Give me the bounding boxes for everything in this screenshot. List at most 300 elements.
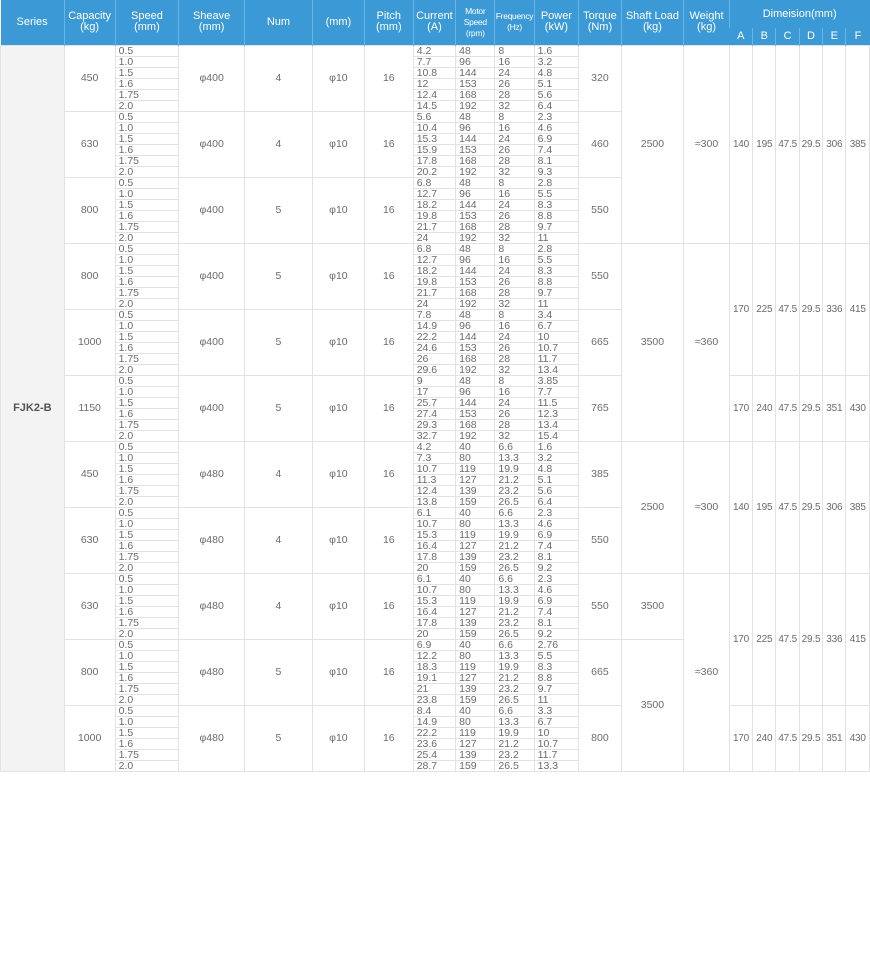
frequency-cell: 6.6 <box>495 441 534 452</box>
power-cell: 13.4 <box>534 364 579 375</box>
power-cell: 2.3 <box>534 111 579 122</box>
current-cell: 17.8 <box>413 617 455 628</box>
frequency-cell: 24 <box>495 265 534 276</box>
power-cell: 3.4 <box>534 309 579 320</box>
frequency-cell: 26.5 <box>495 760 534 771</box>
current-cell: 19.8 <box>413 276 455 287</box>
power-cell: 12.3 <box>534 408 579 419</box>
power-cell: 3.2 <box>534 56 579 67</box>
power-cell: 13.3 <box>534 760 579 771</box>
dimension-e-cell: 351 <box>823 375 846 441</box>
power-cell: 8.1 <box>534 551 579 562</box>
frequency-cell: 32 <box>495 166 534 177</box>
num-cell: 4 <box>245 573 313 639</box>
dimension-b-cell: 195 <box>753 441 776 573</box>
frequency-cell: 24 <box>495 331 534 342</box>
capacity-cell: 450 <box>64 45 115 111</box>
sheave-cell: φ400 <box>179 111 245 177</box>
current-cell: 24 <box>413 232 455 243</box>
speed-cell: 0.5 <box>115 705 179 716</box>
speed-cell: 0.5 <box>115 45 179 56</box>
motor-speed-cell: 159 <box>456 628 495 639</box>
motor-speed-cell: 96 <box>456 320 495 331</box>
pitch-cell: 16 <box>364 111 413 177</box>
power-cell: 1.6 <box>534 45 579 56</box>
frequency-cell: 19.9 <box>495 595 534 606</box>
current-cell: 22.2 <box>413 727 455 738</box>
sheave-cell: φ480 <box>179 507 245 573</box>
power-cell: 11.7 <box>534 749 579 760</box>
motor-speed-cell: 168 <box>456 221 495 232</box>
motor-speed-cell: 144 <box>456 133 495 144</box>
current-cell: 15.9 <box>413 144 455 155</box>
frequency-cell: 28 <box>495 155 534 166</box>
torque-cell: 550 <box>579 507 621 573</box>
motor-speed-cell: 153 <box>456 408 495 419</box>
speed-cell: 0.5 <box>115 639 179 650</box>
pitch-cell: 16 <box>364 639 413 705</box>
frequency-cell: 16 <box>495 122 534 133</box>
pitch-cell: 16 <box>364 573 413 639</box>
speed-cell: 2.0 <box>115 562 179 573</box>
power-cell: 3.85 <box>534 375 579 386</box>
dimension-d-cell: 29.5 <box>799 573 822 705</box>
sheave-cell: φ400 <box>179 177 245 243</box>
header-torque: Torque (Nm) <box>579 0 621 45</box>
current-cell: 25.7 <box>413 397 455 408</box>
rope-cell: φ10 <box>312 243 364 309</box>
rope-cell: φ10 <box>312 639 364 705</box>
sheave-cell: φ400 <box>179 375 245 441</box>
rope-cell: φ10 <box>312 573 364 639</box>
speed-cell: 1.6 <box>115 342 179 353</box>
current-cell: 18.2 <box>413 199 455 210</box>
current-cell: 20.2 <box>413 166 455 177</box>
speed-cell: 2.0 <box>115 628 179 639</box>
torque-cell: 665 <box>579 309 621 375</box>
speed-cell: 1.6 <box>115 672 179 683</box>
torque-cell: 550 <box>579 177 621 243</box>
speed-cell: 2.0 <box>115 166 179 177</box>
speed-cell: 1.0 <box>115 254 179 265</box>
current-cell: 13.8 <box>413 496 455 507</box>
num-cell: 5 <box>245 705 313 771</box>
motor-speed-cell: 48 <box>456 177 495 188</box>
motor-speed-cell: 127 <box>456 540 495 551</box>
power-cell: 8.3 <box>534 661 579 672</box>
power-cell: 13.4 <box>534 419 579 430</box>
dimension-b-cell: 225 <box>753 573 776 705</box>
frequency-cell: 24 <box>495 397 534 408</box>
header-capacity: Capacity (kg) <box>64 0 115 45</box>
torque-cell: 550 <box>579 243 621 309</box>
header-rope-mm: (mm) <box>312 0 364 45</box>
motor-speed-cell: 144 <box>456 397 495 408</box>
current-cell: 5.6 <box>413 111 455 122</box>
current-cell: 29.3 <box>413 419 455 430</box>
dimension-a-cell: 140 <box>729 45 752 243</box>
motor-speed-cell: 192 <box>456 430 495 441</box>
current-cell: 26 <box>413 353 455 364</box>
dimension-c-cell: 47.5 <box>776 45 799 243</box>
motor-speed-cell: 168 <box>456 89 495 100</box>
power-cell: 5.1 <box>534 474 579 485</box>
motor-speed-cell: 168 <box>456 155 495 166</box>
frequency-cell: 32 <box>495 430 534 441</box>
frequency-cell: 26.5 <box>495 562 534 573</box>
speed-cell: 0.5 <box>115 243 179 254</box>
current-cell: 14.5 <box>413 100 455 111</box>
power-cell: 11 <box>534 298 579 309</box>
motor-speed-cell: 192 <box>456 232 495 243</box>
speed-cell: 1.6 <box>115 606 179 617</box>
dimension-e-cell: 306 <box>823 45 846 243</box>
dimension-b-cell: 240 <box>753 375 776 441</box>
current-cell: 29.6 <box>413 364 455 375</box>
power-cell: 6.9 <box>534 595 579 606</box>
header-sheave: Sheave (mm) <box>179 0 245 45</box>
power-cell: 9.7 <box>534 683 579 694</box>
num-cell: 5 <box>245 639 313 705</box>
speed-cell: 2.0 <box>115 694 179 705</box>
motor-speed-cell: 119 <box>456 727 495 738</box>
rope-cell: φ10 <box>312 375 364 441</box>
rope-cell: φ10 <box>312 441 364 507</box>
power-cell: 6.9 <box>534 133 579 144</box>
power-cell: 4.6 <box>534 584 579 595</box>
capacity-cell: 800 <box>64 639 115 705</box>
motor-speed-cell: 48 <box>456 375 495 386</box>
capacity-cell: 630 <box>64 111 115 177</box>
power-cell: 5.6 <box>534 485 579 496</box>
power-cell: 9.7 <box>534 221 579 232</box>
motor-speed-cell: 48 <box>456 45 495 56</box>
motor-speed-cell: 119 <box>456 595 495 606</box>
current-cell: 10.8 <box>413 67 455 78</box>
torque-cell: 765 <box>579 375 621 441</box>
frequency-cell: 16 <box>495 188 534 199</box>
num-cell: 4 <box>245 111 313 177</box>
current-cell: 6.1 <box>413 507 455 518</box>
rope-cell: φ10 <box>312 507 364 573</box>
power-cell: 11.5 <box>534 397 579 408</box>
frequency-cell: 28 <box>495 221 534 232</box>
motor-speed-cell: 159 <box>456 760 495 771</box>
weight-cell: ≈360 <box>684 243 730 441</box>
frequency-cell: 24 <box>495 133 534 144</box>
dimension-d-cell: 29.5 <box>799 45 822 243</box>
motor-speed-cell: 96 <box>456 188 495 199</box>
header-frequency: Frequency (Hz) <box>495 0 534 45</box>
frequency-cell: 13.3 <box>495 584 534 595</box>
motor-speed-cell: 139 <box>456 683 495 694</box>
capacity-cell: 1000 <box>64 309 115 375</box>
power-cell: 6.9 <box>534 529 579 540</box>
motor-speed-cell: 127 <box>456 738 495 749</box>
dimension-d-cell: 29.5 <box>799 705 822 771</box>
speed-cell: 2.0 <box>115 496 179 507</box>
header-motor-speed: Motor Speed (rpm) <box>456 0 495 45</box>
current-cell: 24.6 <box>413 342 455 353</box>
speed-cell: 0.5 <box>115 507 179 518</box>
speed-cell: 1.5 <box>115 265 179 276</box>
current-cell: 21 <box>413 683 455 694</box>
motor-speed-cell: 80 <box>456 584 495 595</box>
power-cell: 5.5 <box>534 650 579 661</box>
torque-cell: 550 <box>579 573 621 639</box>
frequency-cell: 8 <box>495 243 534 254</box>
current-cell: 14.9 <box>413 716 455 727</box>
speed-cell: 1.0 <box>115 518 179 529</box>
frequency-cell: 26 <box>495 210 534 221</box>
motor-speed-cell: 153 <box>456 342 495 353</box>
power-cell: 9.2 <box>534 628 579 639</box>
motor-speed-cell: 139 <box>456 617 495 628</box>
speed-cell: 1.6 <box>115 540 179 551</box>
current-cell: 10.7 <box>413 518 455 529</box>
speed-cell: 0.5 <box>115 441 179 452</box>
header-power: Power (kW) <box>534 0 579 45</box>
header-dim-f: F <box>846 28 870 45</box>
current-cell: 7.7 <box>413 56 455 67</box>
current-cell: 12 <box>413 78 455 89</box>
sheave-cell: φ480 <box>179 573 245 639</box>
power-cell: 2.8 <box>534 243 579 254</box>
num-cell: 5 <box>245 309 313 375</box>
table-row <box>1 243 870 254</box>
motor-speed-cell: 168 <box>456 419 495 430</box>
current-cell: 6.9 <box>413 639 455 650</box>
power-cell: 15.4 <box>534 430 579 441</box>
motor-speed-cell: 159 <box>456 562 495 573</box>
header-pitch: Pitch (mm) <box>364 0 413 45</box>
speed-cell: 0.5 <box>115 111 179 122</box>
power-cell: 11.7 <box>534 353 579 364</box>
num-cell: 4 <box>245 441 313 507</box>
current-cell: 24 <box>413 298 455 309</box>
current-cell: 12.2 <box>413 650 455 661</box>
motor-speed-cell: 144 <box>456 265 495 276</box>
num-cell: 5 <box>245 177 313 243</box>
power-cell: 2.3 <box>534 507 579 518</box>
motor-speed-cell: 192 <box>456 364 495 375</box>
table-row <box>1 705 870 716</box>
power-cell: 5.1 <box>534 78 579 89</box>
num-cell: 4 <box>245 45 313 111</box>
dimension-c-cell: 47.5 <box>776 705 799 771</box>
num-cell: 4 <box>245 507 313 573</box>
frequency-cell: 21.2 <box>495 474 534 485</box>
frequency-cell: 13.3 <box>495 650 534 661</box>
rope-cell: φ10 <box>312 45 364 111</box>
speed-cell: 1.75 <box>115 683 179 694</box>
dimension-c-cell: 47.5 <box>776 375 799 441</box>
power-cell: 7.4 <box>534 540 579 551</box>
speed-cell: 1.6 <box>115 144 179 155</box>
dimension-a-cell: 170 <box>729 573 752 705</box>
power-cell: 8.8 <box>534 276 579 287</box>
power-cell: 2.76 <box>534 639 579 650</box>
speed-cell: 0.5 <box>115 573 179 584</box>
sheave-cell: φ400 <box>179 243 245 309</box>
weight-cell: ≈360 <box>684 573 730 771</box>
power-cell: 6.7 <box>534 320 579 331</box>
motor-speed-cell: 153 <box>456 276 495 287</box>
speed-cell: 1.5 <box>115 331 179 342</box>
speed-cell: 1.6 <box>115 210 179 221</box>
dimension-a-cell: 140 <box>729 441 752 573</box>
speed-cell: 1.75 <box>115 485 179 496</box>
dimension-c-cell: 47.5 <box>776 441 799 573</box>
sheave-cell: φ400 <box>179 45 245 111</box>
speed-cell: 1.0 <box>115 716 179 727</box>
speed-cell: 1.0 <box>115 452 179 463</box>
header-dim-b: B <box>753 28 776 45</box>
sheave-cell: φ480 <box>179 705 245 771</box>
power-cell: 4.6 <box>534 122 579 133</box>
capacity-cell: 630 <box>64 573 115 639</box>
motor-speed-cell: 80 <box>456 650 495 661</box>
motor-speed-cell: 119 <box>456 463 495 474</box>
motor-speed-cell: 159 <box>456 496 495 507</box>
power-cell: 11 <box>534 694 579 705</box>
frequency-cell: 32 <box>495 100 534 111</box>
motor-speed-cell: 40 <box>456 507 495 518</box>
header-dim-c: C <box>776 28 799 45</box>
speed-cell: 2.0 <box>115 298 179 309</box>
speed-cell: 0.5 <box>115 375 179 386</box>
motor-speed-cell: 192 <box>456 166 495 177</box>
frequency-cell: 8 <box>495 45 534 56</box>
power-cell: 4.8 <box>534 463 579 474</box>
power-cell: 2.3 <box>534 573 579 584</box>
speed-cell: 1.5 <box>115 727 179 738</box>
speed-cell: 1.75 <box>115 617 179 628</box>
frequency-cell: 16 <box>495 56 534 67</box>
frequency-cell: 21.2 <box>495 540 534 551</box>
motor-speed-cell: 127 <box>456 672 495 683</box>
speed-cell: 1.5 <box>115 463 179 474</box>
speed-cell: 1.0 <box>115 56 179 67</box>
speed-cell: 0.5 <box>115 309 179 320</box>
current-cell: 7.3 <box>413 452 455 463</box>
motor-speed-cell: 144 <box>456 67 495 78</box>
dimension-e-cell: 351 <box>823 705 846 771</box>
frequency-cell: 8 <box>495 375 534 386</box>
power-cell: 8.1 <box>534 155 579 166</box>
dimension-e-cell: 336 <box>823 243 846 375</box>
series-cell: FJK2-B <box>1 45 65 771</box>
pitch-cell: 16 <box>364 507 413 573</box>
current-cell: 21.7 <box>413 221 455 232</box>
frequency-cell: 26.5 <box>495 694 534 705</box>
motor-speed-cell: 192 <box>456 100 495 111</box>
current-cell: 19.8 <box>413 210 455 221</box>
power-cell: 8.8 <box>534 210 579 221</box>
current-cell: 18.3 <box>413 661 455 672</box>
pitch-cell: 16 <box>364 309 413 375</box>
capacity-cell: 630 <box>64 507 115 573</box>
table-row <box>1 45 870 56</box>
pitch-cell: 16 <box>364 243 413 309</box>
speed-cell: 2.0 <box>115 100 179 111</box>
frequency-cell: 19.9 <box>495 661 534 672</box>
power-cell: 8.3 <box>534 265 579 276</box>
current-cell: 14.9 <box>413 320 455 331</box>
current-cell: 17.8 <box>413 155 455 166</box>
pitch-cell: 16 <box>364 45 413 111</box>
power-cell: 8.1 <box>534 617 579 628</box>
header-current: Current (A) <box>413 0 455 45</box>
dimension-e-cell: 306 <box>823 441 846 573</box>
power-cell: 10 <box>534 331 579 342</box>
pitch-cell: 16 <box>364 441 413 507</box>
current-cell: 12.7 <box>413 188 455 199</box>
frequency-cell: 13.3 <box>495 716 534 727</box>
dimension-b-cell: 225 <box>753 243 776 375</box>
current-cell: 17 <box>413 386 455 397</box>
speed-cell: 1.75 <box>115 419 179 430</box>
speed-cell: 2.0 <box>115 430 179 441</box>
current-cell: 15.3 <box>413 133 455 144</box>
speed-cell: 1.5 <box>115 397 179 408</box>
capacity-cell: 450 <box>64 441 115 507</box>
frequency-cell: 26 <box>495 342 534 353</box>
current-cell: 22.2 <box>413 331 455 342</box>
dimension-f-cell: 415 <box>846 243 870 375</box>
rope-cell: φ10 <box>312 177 364 243</box>
frequency-cell: 6.6 <box>495 639 534 650</box>
capacity-cell: 800 <box>64 243 115 309</box>
current-cell: 10.4 <box>413 122 455 133</box>
capacity-cell: 800 <box>64 177 115 243</box>
frequency-cell: 26 <box>495 78 534 89</box>
power-cell: 11 <box>534 232 579 243</box>
current-cell: 25.4 <box>413 749 455 760</box>
table-row <box>1 375 870 386</box>
header-num: Num <box>245 0 313 45</box>
motor-speed-cell: 96 <box>456 386 495 397</box>
speed-cell: 1.0 <box>115 122 179 133</box>
current-cell: 23.8 <box>413 694 455 705</box>
sheave-cell: φ400 <box>179 309 245 375</box>
current-cell: 7.8 <box>413 309 455 320</box>
speed-cell: 1.0 <box>115 188 179 199</box>
speed-cell: 1.75 <box>115 353 179 364</box>
frequency-cell: 26 <box>495 408 534 419</box>
motor-speed-cell: 96 <box>456 254 495 265</box>
current-cell: 12.4 <box>413 485 455 496</box>
frequency-cell: 19.9 <box>495 727 534 738</box>
frequency-cell: 19.9 <box>495 529 534 540</box>
motor-speed-cell: 127 <box>456 474 495 485</box>
motor-speed-cell: 144 <box>456 199 495 210</box>
speed-cell: 1.75 <box>115 89 179 100</box>
frequency-cell: 26 <box>495 276 534 287</box>
motor-speed-cell: 80 <box>456 518 495 529</box>
frequency-cell: 6.6 <box>495 705 534 716</box>
frequency-cell: 13.3 <box>495 518 534 529</box>
sheave-cell: φ480 <box>179 441 245 507</box>
motor-speed-cell: 139 <box>456 551 495 562</box>
speed-cell: 1.5 <box>115 67 179 78</box>
motor-speed-cell: 119 <box>456 529 495 540</box>
dimension-d-cell: 29.5 <box>799 243 822 375</box>
dimension-a-cell: 170 <box>729 705 752 771</box>
motor-speed-cell: 192 <box>456 298 495 309</box>
speed-cell: 2.0 <box>115 364 179 375</box>
speed-cell: 2.0 <box>115 232 179 243</box>
